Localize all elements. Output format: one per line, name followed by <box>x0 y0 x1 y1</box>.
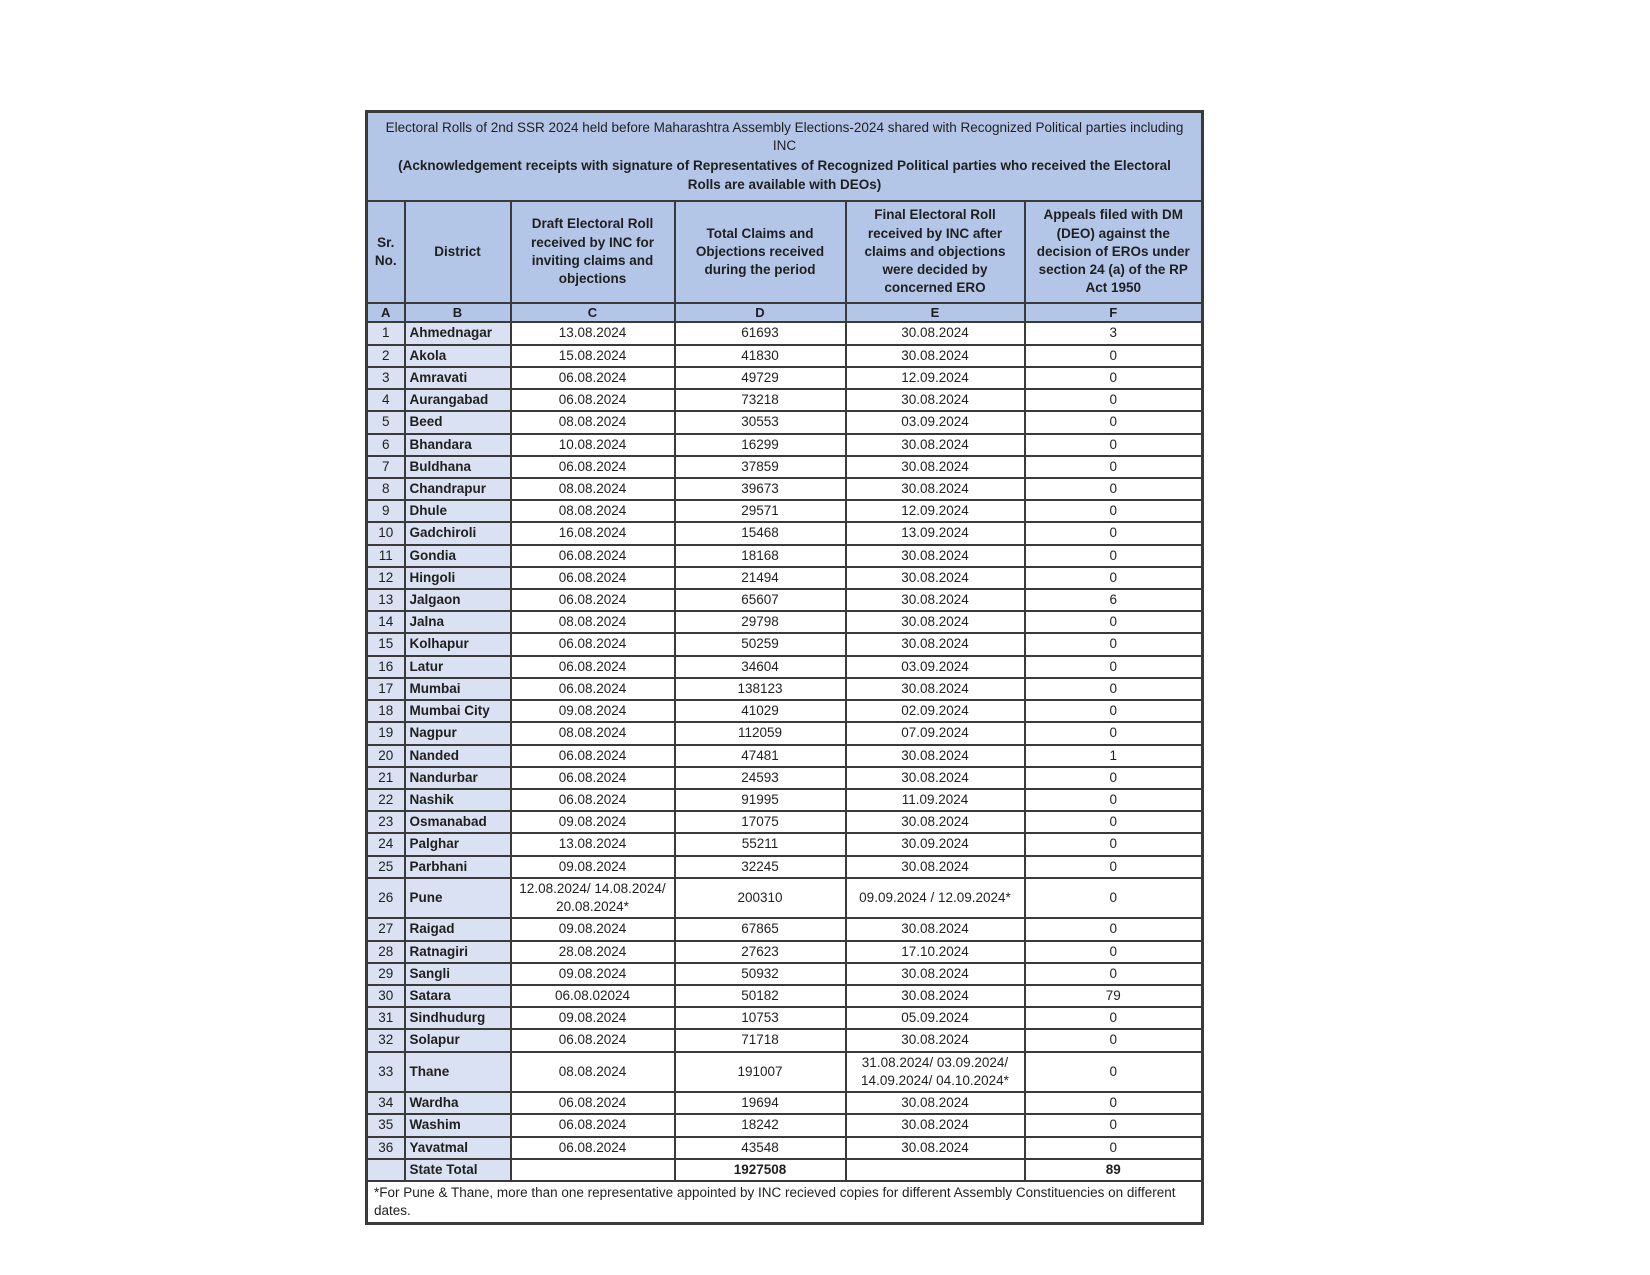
district-cell: Nandurbar <box>405 767 511 789</box>
district-cell: Beed <box>405 411 511 433</box>
header-final-roll: Final Electoral Roll received by INC after claims and objections were decided by concerned ERO <box>846 201 1025 303</box>
column-letter-row <box>367 303 1203 323</box>
draft-roll-date-cell: 09.08.2024 <box>511 811 675 833</box>
district-cell: Nagpur <box>405 722 511 744</box>
footnote-row <box>367 1181 1203 1224</box>
district-cell: Nanded <box>405 745 511 767</box>
draft-roll-date-cell: 09.08.2024 <box>511 918 675 940</box>
final-roll-date-cell: 11.09.2024 <box>846 789 1025 811</box>
district-cell: Osmanabad <box>405 811 511 833</box>
sr-no-cell: 21 <box>367 767 405 789</box>
final-roll-date-cell: 30.08.2024 <box>846 1114 1025 1136</box>
final-roll-date-cell: 30.08.2024 <box>846 567 1025 589</box>
final-roll-date-cell: 30.08.2024 <box>846 345 1025 367</box>
sr-no-cell: 12 <box>367 567 405 589</box>
table-row <box>367 1137 1203 1159</box>
sr-no-cell: 7 <box>367 456 405 478</box>
appeals-count-cell: 0 <box>1025 811 1203 833</box>
claims-count-cell: 41029 <box>675 700 846 722</box>
appeals-count-cell: 0 <box>1025 767 1203 789</box>
header-appeals: Appeals filed with DM (DEO) against the decision of EROs under section 24 (a) of the RP Act 1950 <box>1025 201 1203 303</box>
table-row <box>367 589 1203 611</box>
table-row <box>367 833 1203 855</box>
draft-roll-date-cell: 06.08.2024 <box>511 567 675 589</box>
sr-no-cell: 32 <box>367 1029 405 1051</box>
draft-roll-date-cell: 06.08.2024 <box>511 456 675 478</box>
header-sr-no: Sr. No. <box>367 201 405 303</box>
appeals-count-cell: 0 <box>1025 633 1203 655</box>
draft-roll-date-cell: 08.08.2024 <box>511 611 675 633</box>
electoral-rolls-sheet <box>365 110 1201 1225</box>
district-cell: Satara <box>405 985 511 1007</box>
draft-roll-date-cell: 16.08.2024 <box>511 522 675 544</box>
final-roll-date-cell: 30.08.2024 <box>846 434 1025 456</box>
district-cell: Yavatmal <box>405 1137 511 1159</box>
final-roll-date-cell: 30.08.2024 <box>846 745 1025 767</box>
final-roll-date-cell: 30.08.2024 <box>846 389 1025 411</box>
appeals-count-cell: 0 <box>1025 567 1203 589</box>
appeals-count-cell: 0 <box>1025 856 1203 878</box>
draft-roll-date-cell: 06.08.2024 <box>511 656 675 678</box>
appeals-count-cell: 0 <box>1025 434 1203 456</box>
district-cell: Latur <box>405 656 511 678</box>
table-row <box>367 345 1203 367</box>
sr-no-cell: 5 <box>367 411 405 433</box>
final-roll-date-cell: 30.08.2024 <box>846 963 1025 985</box>
table-row <box>367 367 1203 389</box>
table-row <box>367 745 1203 767</box>
sr-no-cell: 16 <box>367 656 405 678</box>
table-row <box>367 567 1203 589</box>
sr-no-cell: 4 <box>367 389 405 411</box>
appeals-count-cell: 0 <box>1025 1029 1203 1051</box>
total-claims-cell: 1927508 <box>675 1159 846 1181</box>
district-cell: Mumbai City <box>405 700 511 722</box>
district-cell: Jalna <box>405 611 511 633</box>
district-cell: Akola <box>405 345 511 367</box>
appeals-count-cell: 0 <box>1025 1114 1203 1136</box>
appeals-count-cell: 0 <box>1025 700 1203 722</box>
claims-count-cell: 50932 <box>675 963 846 985</box>
claims-count-cell: 17075 <box>675 811 846 833</box>
table-row <box>367 1114 1203 1136</box>
final-roll-date-cell: 12.09.2024 <box>846 367 1025 389</box>
table-row <box>367 456 1203 478</box>
claims-count-cell: 16299 <box>675 434 846 456</box>
draft-roll-date-cell: 06.08.2024 <box>511 789 675 811</box>
table-row <box>367 722 1203 744</box>
total-sr-cell <box>367 1159 405 1181</box>
claims-count-cell: 27623 <box>675 941 846 963</box>
appeals-count-cell: 0 <box>1025 500 1203 522</box>
claims-count-cell: 24593 <box>675 767 846 789</box>
claims-count-cell: 71718 <box>675 1029 846 1051</box>
table-row <box>367 963 1203 985</box>
table-row <box>367 522 1203 544</box>
appeals-count-cell: 0 <box>1025 918 1203 940</box>
final-roll-date-cell: 30.08.2024 <box>846 767 1025 789</box>
claims-count-cell: 18168 <box>675 545 846 567</box>
final-roll-date-cell: 30.08.2024 <box>846 589 1025 611</box>
district-cell: Amravati <box>405 367 511 389</box>
table-title-cell <box>367 112 1203 201</box>
claims-count-cell: 19694 <box>675 1092 846 1114</box>
table-row <box>367 322 1203 344</box>
final-roll-date-cell: 30.08.2024 <box>846 918 1025 940</box>
sr-no-cell: 9 <box>367 500 405 522</box>
header-total-claims: Total Claims and Objections received during the period <box>675 201 846 303</box>
electoral-rolls-table <box>365 110 1204 1225</box>
claims-count-cell: 91995 <box>675 789 846 811</box>
appeals-count-cell: 0 <box>1025 478 1203 500</box>
district-cell: Palghar <box>405 833 511 855</box>
claims-count-cell: 65607 <box>675 589 846 611</box>
district-cell: Jalgaon <box>405 589 511 611</box>
draft-roll-date-cell: 08.08.2024 <box>511 478 675 500</box>
final-roll-date-cell: 30.08.2024 <box>846 811 1025 833</box>
final-roll-date-cell: 30.08.2024 <box>846 456 1025 478</box>
claims-count-cell: 47481 <box>675 745 846 767</box>
total-final-roll-cell <box>846 1159 1025 1181</box>
draft-roll-date-cell: 06.08.2024 <box>511 545 675 567</box>
appeals-count-cell: 6 <box>1025 589 1203 611</box>
draft-roll-date-cell: 06.08.2024 <box>511 1029 675 1051</box>
final-roll-date-cell: 05.09.2024 <box>846 1007 1025 1029</box>
table-row <box>367 1007 1203 1029</box>
sr-no-cell: 2 <box>367 345 405 367</box>
draft-roll-date-cell: 08.08.2024 <box>511 411 675 433</box>
appeals-count-cell: 0 <box>1025 389 1203 411</box>
table-row <box>367 478 1203 500</box>
letter-c: C <box>511 303 675 323</box>
appeals-count-cell: 0 <box>1025 1007 1203 1029</box>
final-roll-date-cell: 30.08.2024 <box>846 1137 1025 1159</box>
appeals-count-cell: 0 <box>1025 345 1203 367</box>
district-cell: Washim <box>405 1114 511 1136</box>
district-cell: Gadchiroli <box>405 522 511 544</box>
draft-roll-date-cell: 10.08.2024 <box>511 434 675 456</box>
table-title-row <box>367 112 1203 201</box>
draft-roll-date-cell: 08.08.2024 <box>511 1052 675 1092</box>
sr-no-cell: 24 <box>367 833 405 855</box>
district-cell: Sangli <box>405 963 511 985</box>
claims-count-cell: 73218 <box>675 389 846 411</box>
draft-roll-date-cell: 06.08.2024 <box>511 367 675 389</box>
table-row <box>367 678 1203 700</box>
letter-a: A <box>367 303 405 323</box>
sr-no-cell: 18 <box>367 700 405 722</box>
draft-roll-date-cell: 09.08.2024 <box>511 1007 675 1029</box>
draft-roll-date-cell: 06.08.02024 <box>511 985 675 1007</box>
final-roll-date-cell: 17.10.2024 <box>846 941 1025 963</box>
final-roll-date-cell: 02.09.2024 <box>846 700 1025 722</box>
district-cell: Sindhudurg <box>405 1007 511 1029</box>
district-cell: Ratnagiri <box>405 941 511 963</box>
table-row <box>367 1052 1203 1092</box>
sr-no-cell: 3 <box>367 367 405 389</box>
table-row <box>367 941 1203 963</box>
district-cell: Parbhani <box>405 856 511 878</box>
sr-no-cell: 28 <box>367 941 405 963</box>
sr-no-cell: 23 <box>367 811 405 833</box>
sr-no-cell: 36 <box>367 1137 405 1159</box>
claims-count-cell: 15468 <box>675 522 846 544</box>
claims-count-cell: 30553 <box>675 411 846 433</box>
table-row <box>367 767 1203 789</box>
table-row <box>367 811 1203 833</box>
claims-count-cell: 138123 <box>675 678 846 700</box>
sr-no-cell: 26 <box>367 878 405 918</box>
footnote-text: *For Pune & Thane, more than one representative appointed by INC recieved copies for different Assembly Constituencies on different dates. <box>367 1181 1203 1224</box>
appeals-count-cell: 0 <box>1025 545 1203 567</box>
final-roll-date-cell: 12.09.2024 <box>846 500 1025 522</box>
draft-roll-date-cell: 12.08.2024/ 14.08.2024/ 20.08.2024* <box>511 878 675 918</box>
table-row <box>367 1029 1203 1051</box>
claims-count-cell: 32245 <box>675 856 846 878</box>
final-roll-date-cell: 03.09.2024 <box>846 656 1025 678</box>
table-row <box>367 856 1203 878</box>
letter-b: B <box>405 303 511 323</box>
sr-no-cell: 17 <box>367 678 405 700</box>
draft-roll-date-cell: 06.08.2024 <box>511 1092 675 1114</box>
draft-roll-date-cell: 09.08.2024 <box>511 963 675 985</box>
table-row <box>367 500 1203 522</box>
claims-count-cell: 29571 <box>675 500 846 522</box>
sr-no-cell: 35 <box>367 1114 405 1136</box>
draft-roll-date-cell: 13.08.2024 <box>511 833 675 855</box>
letter-e: E <box>846 303 1025 323</box>
final-roll-date-cell: 07.09.2024 <box>846 722 1025 744</box>
table-title-line2: (Acknowledgement receipts with signature of Representatives of Recognized Political parties who received the Electoral Rolls are available with DEOs) <box>398 158 1171 192</box>
table-row <box>367 789 1203 811</box>
claims-count-cell: 39673 <box>675 478 846 500</box>
draft-roll-date-cell: 08.08.2024 <box>511 722 675 744</box>
draft-roll-date-cell: 06.08.2024 <box>511 767 675 789</box>
district-cell: Bhandara <box>405 434 511 456</box>
final-roll-date-cell: 30.08.2024 <box>846 633 1025 655</box>
appeals-count-cell: 0 <box>1025 522 1203 544</box>
final-roll-date-cell: 30.08.2024 <box>846 856 1025 878</box>
district-cell: Aurangabad <box>405 389 511 411</box>
appeals-count-cell: 0 <box>1025 611 1203 633</box>
final-roll-date-cell: 09.09.2024 / 12.09.2024* <box>846 878 1025 918</box>
claims-count-cell: 112059 <box>675 722 846 744</box>
district-cell: Hingoli <box>405 567 511 589</box>
table-row <box>367 611 1203 633</box>
appeals-count-cell: 0 <box>1025 722 1203 744</box>
claims-count-cell: 55211 <box>675 833 846 855</box>
table-row <box>367 633 1203 655</box>
appeals-count-cell: 0 <box>1025 1052 1203 1092</box>
column-header-row <box>367 201 1203 303</box>
appeals-count-cell: 0 <box>1025 367 1203 389</box>
claims-count-cell: 34604 <box>675 656 846 678</box>
draft-roll-date-cell: 06.08.2024 <box>511 589 675 611</box>
district-cell: Pune <box>405 878 511 918</box>
table-row <box>367 700 1203 722</box>
appeals-count-cell: 0 <box>1025 963 1203 985</box>
district-cell: Wardha <box>405 1092 511 1114</box>
appeals-count-cell: 0 <box>1025 833 1203 855</box>
total-draft-roll-cell <box>511 1159 675 1181</box>
appeals-count-cell: 0 <box>1025 456 1203 478</box>
claims-count-cell: 37859 <box>675 456 846 478</box>
draft-roll-date-cell: 15.08.2024 <box>511 345 675 367</box>
claims-count-cell: 61693 <box>675 322 846 344</box>
appeals-count-cell: 79 <box>1025 985 1203 1007</box>
claims-count-cell: 49729 <box>675 367 846 389</box>
table-body <box>367 322 1203 1158</box>
final-roll-date-cell: 30.08.2024 <box>846 1092 1025 1114</box>
claims-count-cell: 43548 <box>675 1137 846 1159</box>
sr-no-cell: 25 <box>367 856 405 878</box>
table-row <box>367 434 1203 456</box>
appeals-count-cell: 0 <box>1025 411 1203 433</box>
final-roll-date-cell: 30.08.2024 <box>846 1029 1025 1051</box>
sr-no-cell: 11 <box>367 545 405 567</box>
table-row <box>367 656 1203 678</box>
appeals-count-cell: 0 <box>1025 789 1203 811</box>
draft-roll-date-cell: 06.08.2024 <box>511 1137 675 1159</box>
sr-no-cell: 33 <box>367 1052 405 1092</box>
header-draft-roll: Draft Electoral Roll received by INC for inviting claims and objections <box>511 201 675 303</box>
final-roll-date-cell: 30.08.2024 <box>846 545 1025 567</box>
district-cell: Thane <box>405 1052 511 1092</box>
table-row <box>367 389 1203 411</box>
claims-count-cell: 191007 <box>675 1052 846 1092</box>
table-row <box>367 918 1203 940</box>
district-cell: Kolhapur <box>405 633 511 655</box>
draft-roll-date-cell: 06.08.2024 <box>511 678 675 700</box>
claims-count-cell: 50182 <box>675 985 846 1007</box>
draft-roll-date-cell: 08.08.2024 <box>511 500 675 522</box>
claims-count-cell: 50259 <box>675 633 846 655</box>
appeals-count-cell: 0 <box>1025 656 1203 678</box>
district-cell: Ahmednagar <box>405 322 511 344</box>
final-roll-date-cell: 30.08.2024 <box>846 322 1025 344</box>
draft-roll-date-cell: 06.08.2024 <box>511 633 675 655</box>
district-cell: Nashik <box>405 789 511 811</box>
draft-roll-date-cell: 28.08.2024 <box>511 941 675 963</box>
claims-count-cell: 21494 <box>675 567 846 589</box>
district-cell: Mumbai <box>405 678 511 700</box>
sr-no-cell: 27 <box>367 918 405 940</box>
sr-no-cell: 10 <box>367 522 405 544</box>
appeals-count-cell: 0 <box>1025 1092 1203 1114</box>
table-title-line1: Electoral Rolls of 2nd SSR 2024 held before Maharashtra Assembly Elections-2024 shared with Recognized Political parties including INC <box>385 120 1184 154</box>
final-roll-date-cell: 30.08.2024 <box>846 611 1025 633</box>
sr-no-cell: 19 <box>367 722 405 744</box>
appeals-count-cell: 3 <box>1025 322 1203 344</box>
letter-d: D <box>675 303 846 323</box>
sr-no-cell: 13 <box>367 589 405 611</box>
sr-no-cell: 1 <box>367 322 405 344</box>
district-cell: Raigad <box>405 918 511 940</box>
total-label-cell: State Total <box>405 1159 511 1181</box>
sr-no-cell: 15 <box>367 633 405 655</box>
draft-roll-date-cell: 06.08.2024 <box>511 1114 675 1136</box>
final-roll-date-cell: 13.09.2024 <box>846 522 1025 544</box>
claims-count-cell: 18242 <box>675 1114 846 1136</box>
appeals-count-cell: 0 <box>1025 941 1203 963</box>
appeals-count-cell: 1 <box>1025 745 1203 767</box>
appeals-count-cell: 0 <box>1025 878 1203 918</box>
claims-count-cell: 10753 <box>675 1007 846 1029</box>
state-total-row <box>367 1159 1203 1181</box>
sr-no-cell: 29 <box>367 963 405 985</box>
sr-no-cell: 6 <box>367 434 405 456</box>
district-cell: Buldhana <box>405 456 511 478</box>
appeals-count-cell: 0 <box>1025 1137 1203 1159</box>
draft-roll-date-cell: 13.08.2024 <box>511 322 675 344</box>
table-row <box>367 411 1203 433</box>
header-district: District <box>405 201 511 303</box>
district-cell: Solapur <box>405 1029 511 1051</box>
sr-no-cell: 30 <box>367 985 405 1007</box>
sr-no-cell: 14 <box>367 611 405 633</box>
sr-no-cell: 22 <box>367 789 405 811</box>
final-roll-date-cell: 30.08.2024 <box>846 678 1025 700</box>
sr-no-cell: 20 <box>367 745 405 767</box>
claims-count-cell: 67865 <box>675 918 846 940</box>
final-roll-date-cell: 30.08.2024 <box>846 478 1025 500</box>
district-cell: Gondia <box>405 545 511 567</box>
table-row <box>367 878 1203 918</box>
claims-count-cell: 29798 <box>675 611 846 633</box>
draft-roll-date-cell: 09.08.2024 <box>511 700 675 722</box>
table-row <box>367 1092 1203 1114</box>
final-roll-date-cell: 03.09.2024 <box>846 411 1025 433</box>
claims-count-cell: 200310 <box>675 878 846 918</box>
letter-f: F <box>1025 303 1203 323</box>
sr-no-cell: 34 <box>367 1092 405 1114</box>
appeals-count-cell: 0 <box>1025 678 1203 700</box>
draft-roll-date-cell: 06.08.2024 <box>511 389 675 411</box>
final-roll-date-cell: 30.08.2024 <box>846 985 1025 1007</box>
draft-roll-date-cell: 06.08.2024 <box>511 745 675 767</box>
claims-count-cell: 41830 <box>675 345 846 367</box>
total-appeals-cell: 89 <box>1025 1159 1203 1181</box>
sr-no-cell: 31 <box>367 1007 405 1029</box>
final-roll-date-cell: 30.09.2024 <box>846 833 1025 855</box>
district-cell: Chandrapur <box>405 478 511 500</box>
district-cell: Dhule <box>405 500 511 522</box>
table-row <box>367 545 1203 567</box>
draft-roll-date-cell: 09.08.2024 <box>511 856 675 878</box>
final-roll-date-cell: 31.08.2024/ 03.09.2024/ 14.09.2024/ 04.10.2024* <box>846 1052 1025 1092</box>
table-row <box>367 985 1203 1007</box>
sr-no-cell: 8 <box>367 478 405 500</box>
